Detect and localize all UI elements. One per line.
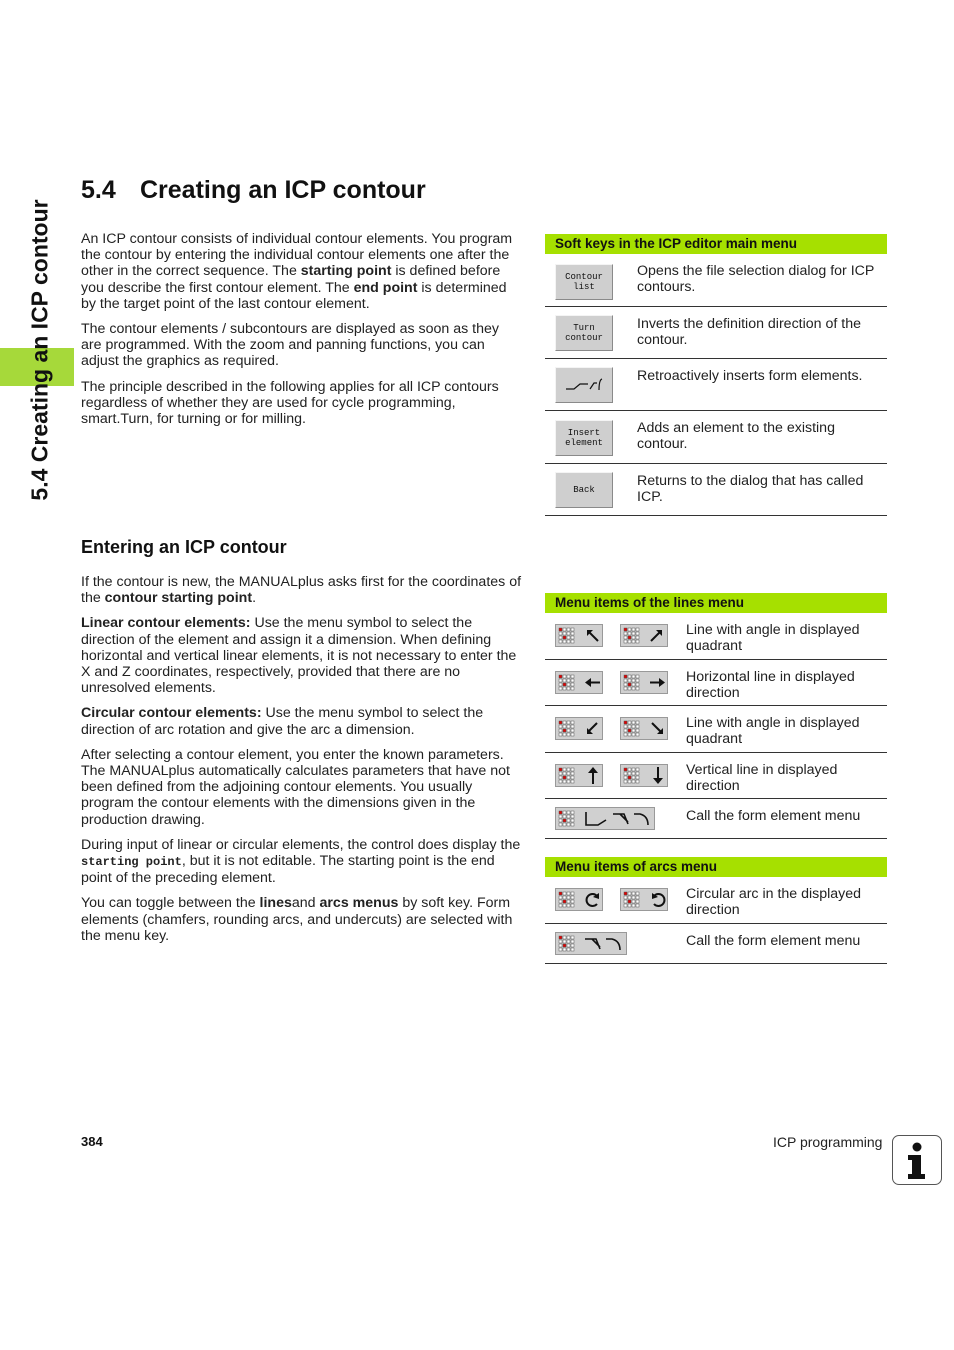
- form-element-menu-icon: [586, 812, 648, 825]
- arcs-table-header: Menu items of arcs menu: [545, 857, 887, 877]
- line-down-right-button[interactable]: [620, 717, 668, 740]
- row-description: Inverts the definition direction of the contour.: [637, 316, 861, 349]
- line-down-left-button[interactable]: [555, 717, 603, 740]
- grid-icon: [624, 892, 639, 907]
- subsection-heading: Entering an ICP contour: [81, 537, 287, 557]
- row-description: Circular arc in the displayed direction: [686, 886, 862, 919]
- row-description: Call the form element menu: [686, 933, 861, 949]
- table-row: [545, 254, 887, 307]
- turn-contour-softkey[interactable]: Turn contour: [555, 315, 613, 351]
- grid-icon: [559, 936, 574, 951]
- insert-element-softkey[interactable]: Insert element: [555, 420, 613, 456]
- arrow-up-left-icon: [587, 630, 598, 641]
- intro-paragraph-1: An ICP contour consists of individual contour elements. You program the contour by entering the individual contour elements one after the other in the correct sequence. The starting point is defined before you describe the first contour element. The end point is determined by the target point of the last contour element.: [81, 231, 513, 312]
- row-description: Retroactively inserts form elements.: [637, 368, 863, 384]
- row-description: Call the form element menu: [686, 808, 861, 824]
- entering-paragraph-2: Linear contour elements: Use the menu symbol to select the direction of the element and assign it a dimension. When defining horizontal and vertical linear elements, it is not necessary to enter the X and Z coordinates, respectively, provided that there are no unresolved elements.: [81, 615, 517, 697]
- form-element-menu-icon: [585, 939, 620, 950]
- row-description: Line with angle in displayed quadrant: [686, 715, 860, 748]
- table-row: [545, 613, 887, 660]
- arrow-down-left-icon: [587, 723, 597, 734]
- arc-clockwise-icon: [587, 893, 599, 906]
- arrow-left-icon: [585, 678, 600, 687]
- table-row: [545, 660, 887, 706]
- grid-icon: [559, 892, 574, 907]
- page-number: 384: [81, 1134, 103, 1149]
- form-element-menu-button[interactable]: [555, 807, 655, 830]
- arrow-up-icon: [588, 767, 598, 784]
- table-row: [545, 799, 887, 839]
- line-left-button[interactable]: [555, 671, 603, 694]
- back-softkey[interactable]: Back: [555, 472, 613, 508]
- table-row: [545, 464, 887, 516]
- arc-counterclockwise-icon: [652, 893, 664, 906]
- table-row: [545, 411, 887, 464]
- line-up-left-button[interactable]: [555, 624, 603, 647]
- grid-icon: [559, 768, 574, 783]
- arc-clockwise-button[interactable]: [555, 888, 603, 911]
- table-row: [545, 307, 887, 359]
- row-description: Returns to the dialog that has called ICP.: [637, 473, 864, 506]
- table-row: [545, 924, 887, 964]
- arcs-menu-table: [545, 857, 887, 964]
- line-up-button[interactable]: [555, 764, 603, 787]
- line-down-button[interactable]: [620, 764, 668, 787]
- table-row: [545, 877, 887, 924]
- form-element-softkey[interactable]: [555, 367, 613, 403]
- grid-icon: [559, 721, 574, 736]
- row-description: Vertical line in displayed direction: [686, 762, 838, 795]
- grid-icon: [624, 675, 639, 690]
- arc-form-element-menu-button[interactable]: [555, 932, 627, 955]
- entering-paragraph-4: After selecting a contour element, you enter the known parameters. The MANUALplus automatically calculates parameters that have not been defined from the adjoining contour elements. You usually program the contour elements with the dimensions given in the production drawing.: [81, 746, 510, 828]
- grid-icon: [624, 721, 639, 736]
- section-number: 5.4: [81, 176, 116, 204]
- grid-icon: [559, 811, 574, 826]
- contour-list-softkey[interactable]: Contour list: [555, 264, 613, 300]
- softkeys-table-header: Soft keys in the ICP editor main menu: [545, 234, 887, 254]
- table-row: [545, 753, 887, 799]
- intro-paragraph-3: The principle described in the following applies for all ICP contours regardless of whether they are used for cycle programming, smart.Turn, for turning or for milling.: [81, 378, 499, 428]
- section-heading: [81, 176, 426, 205]
- entering-paragraph-1: If the contour is new, the MANUALplus asks first for the coordinates of the contour starting point.: [81, 574, 522, 607]
- arrow-down-icon: [653, 767, 663, 784]
- table-row: [545, 706, 887, 753]
- grid-icon: [624, 628, 639, 643]
- row-description: Adds an element to the existing contour.: [637, 420, 835, 453]
- entering-paragraph-6: You can toggle between the linesand arcs menus by soft key. Form elements (chamfers, rounding arcs, and undercuts) are selected with the menu key.: [81, 895, 513, 944]
- arrow-right-icon: [650, 678, 665, 687]
- side-chapter-title: 5.4 Creating an ICP contour: [26, 199, 53, 501]
- line-up-right-button[interactable]: [620, 624, 668, 647]
- line-right-button[interactable]: [620, 671, 668, 694]
- row-description: Opens the file selection dialog for ICP contours.: [637, 263, 875, 296]
- entering-text: [81, 574, 523, 953]
- grid-icon: [624, 768, 639, 783]
- row-description: Horizontal line in displayed direction: [686, 669, 855, 702]
- entering-paragraph-3: Circular contour elements: Use the menu symbol to select the direction of arc rotation and give the arc a dimension.: [81, 705, 484, 738]
- row-description: Line with angle in displayed quadrant: [686, 622, 860, 655]
- lines-menu-table: [545, 593, 887, 839]
- lines-table-header: Menu items of the lines menu: [545, 593, 887, 613]
- arc-counterclockwise-button[interactable]: [620, 888, 668, 911]
- entering-paragraph-5: During input of linear or circular elements, the control does display the starting point, but it is not editable. The starting point is the end point of the preceding element.: [81, 836, 521, 887]
- table-row: [545, 359, 887, 411]
- softkeys-table: [545, 234, 887, 516]
- form-element-icon: [564, 375, 604, 395]
- info-icon: [892, 1135, 942, 1185]
- section-title: Creating an ICP contour: [140, 176, 426, 204]
- intro-paragraph-2: The contour elements / subcontours are displayed as soon as they are programmed. With the zoom and panning functions, you can adjust the graphics as required.: [81, 321, 499, 370]
- chapter-label: ICP programming: [773, 1134, 883, 1150]
- intro-text: [81, 231, 523, 436]
- grid-icon: [559, 628, 574, 643]
- arrow-down-right-icon: [652, 723, 663, 734]
- grid-icon: [559, 675, 574, 690]
- arrow-up-right-icon: [651, 630, 662, 641]
